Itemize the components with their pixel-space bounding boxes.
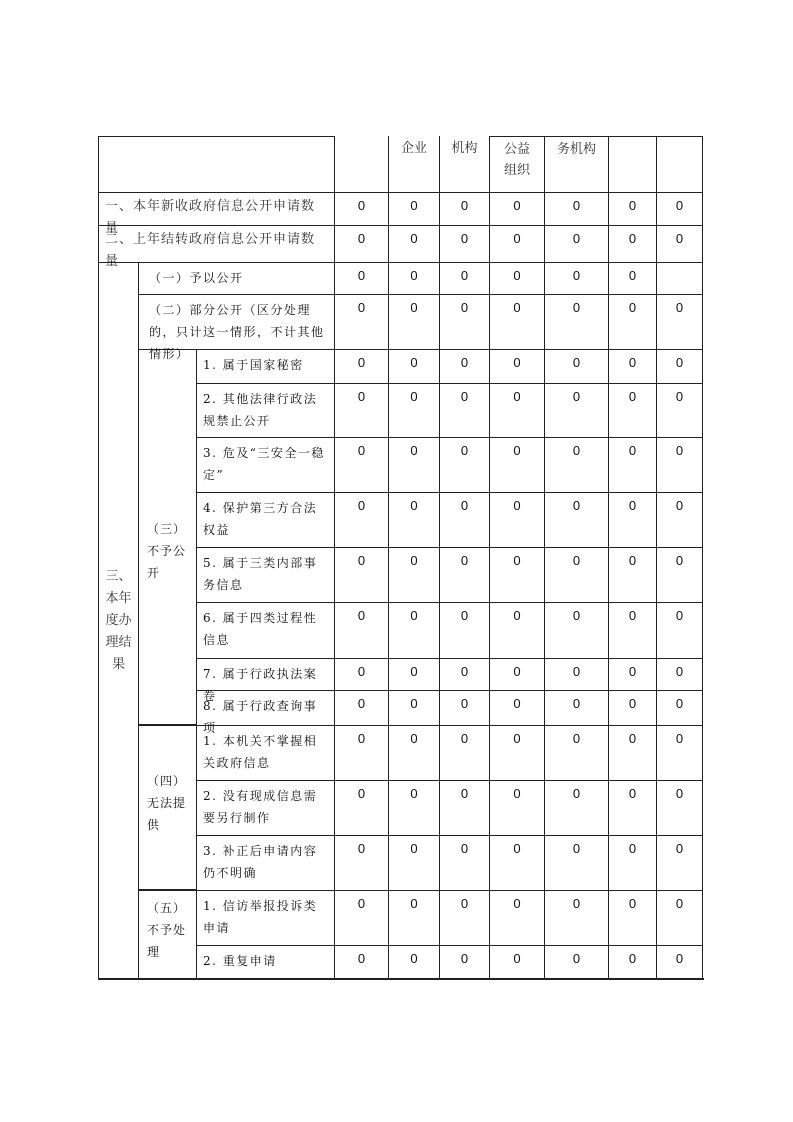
item-value: 0 (609, 945, 657, 979)
sub-row-label: （二）部分公开（区分处理的，只计这一情形，不计其他情形） (139, 294, 335, 349)
item-value: 0 (545, 383, 609, 437)
item-label: 3. 危及“三安全一稳定” (197, 437, 335, 492)
sub-row-value: 0 (440, 262, 490, 294)
item-value: 0 (490, 547, 545, 602)
item-value: 0 (490, 437, 545, 492)
item-value: 0 (490, 890, 545, 945)
item-value: 0 (490, 383, 545, 437)
item-value: 0 (440, 725, 490, 780)
row-value: 0 (657, 192, 703, 225)
row-value: 0 (609, 192, 657, 225)
column-header (335, 136, 389, 192)
sub-row-value: 0 (389, 262, 440, 294)
item-value: 0 (440, 658, 490, 690)
column-header (657, 136, 703, 192)
item-value: 0 (609, 547, 657, 602)
item-label: 2. 重复申请 (197, 945, 335, 979)
item-value: 0 (545, 492, 609, 547)
item-value: 0 (657, 945, 703, 979)
column-header: 公益 组织 (490, 136, 545, 192)
item-value: 0 (335, 492, 389, 547)
item-value: 0 (389, 780, 440, 835)
item-value: 0 (389, 725, 440, 780)
item-value: 0 (657, 349, 703, 383)
item-value: 0 (609, 725, 657, 780)
item-value: 0 (440, 780, 490, 835)
item-value: 0 (490, 658, 545, 690)
sub-row-value: 0 (335, 262, 389, 294)
item-value: 0 (335, 890, 389, 945)
sub-row-value: 0 (490, 262, 545, 294)
sub-row-value: 0 (440, 294, 490, 349)
item-value: 0 (657, 383, 703, 437)
item-value: 0 (440, 602, 490, 658)
item-value: 0 (609, 835, 657, 890)
item-value: 0 (545, 349, 609, 383)
item-value: 0 (657, 835, 703, 890)
item-value: 0 (609, 349, 657, 383)
item-value: 0 (490, 349, 545, 383)
section-label-results: 三、 本年 度办 理结 果 (98, 262, 139, 979)
item-value: 0 (335, 547, 389, 602)
item-value: 0 (657, 725, 703, 780)
row-value: 0 (389, 225, 440, 262)
item-value: 0 (609, 492, 657, 547)
group-label: （四） 无法提 供 (139, 725, 197, 890)
item-value: 0 (335, 437, 389, 492)
item-value: 0 (335, 945, 389, 979)
item-value: 0 (389, 492, 440, 547)
item-value: 0 (545, 658, 609, 690)
item-value: 0 (335, 690, 389, 725)
item-value: 0 (490, 780, 545, 835)
row-value: 0 (335, 225, 389, 262)
sub-row-value: 0 (545, 262, 609, 294)
item-label: 7. 属于行政执法案卷 (197, 658, 335, 690)
item-value: 0 (389, 437, 440, 492)
item-value: 0 (440, 890, 490, 945)
table-bottom-border (98, 978, 704, 980)
item-value: 0 (389, 945, 440, 979)
group-label: （三） 不予公 开 (139, 349, 197, 725)
item-value: 0 (389, 383, 440, 437)
item-value: 0 (545, 945, 609, 979)
item-value: 0 (490, 690, 545, 725)
sub-row-value: 0 (657, 294, 703, 349)
row-value: 0 (545, 225, 609, 262)
item-value: 0 (389, 658, 440, 690)
item-value: 0 (335, 725, 389, 780)
item-value: 0 (335, 602, 389, 658)
item-value: 0 (440, 349, 490, 383)
row-label: 二、上年结转政府信息公开申请数量 (98, 225, 335, 262)
group-label: （五） 不予处 理 (139, 890, 197, 979)
row-value: 0 (609, 225, 657, 262)
item-label: 6. 属于四类过程性信息 (197, 602, 335, 658)
item-value: 0 (545, 725, 609, 780)
sub-row-label: （一）予以公开 (139, 262, 335, 294)
item-value: 0 (335, 383, 389, 437)
column-header: 企业 (389, 136, 440, 192)
sub-row-value: 0 (545, 294, 609, 349)
item-value: 0 (440, 690, 490, 725)
sub-row-value: 0 (609, 262, 657, 294)
item-value: 0 (440, 945, 490, 979)
sub-row-value: 0 (389, 294, 440, 349)
sub-row-value: 0 (490, 294, 545, 349)
sub-row-value (657, 262, 703, 294)
item-value: 0 (490, 945, 545, 979)
item-value: 0 (389, 349, 440, 383)
item-value: 0 (389, 602, 440, 658)
item-value: 0 (609, 602, 657, 658)
item-label: 3. 补正后申请内容仍不明确 (197, 835, 335, 890)
item-label: 1. 信访举报投诉类申请 (197, 890, 335, 945)
row-value: 0 (657, 225, 703, 262)
row-label: 一、本年新收政府信息公开申请数量 (98, 192, 335, 225)
row-value: 0 (440, 225, 490, 262)
item-value: 0 (545, 602, 609, 658)
item-value: 0 (657, 690, 703, 725)
item-value: 0 (335, 835, 389, 890)
column-header (609, 136, 657, 192)
item-label: 1. 属于国家秘密 (197, 349, 335, 383)
column-header: 务机构 (545, 136, 609, 192)
item-value: 0 (490, 492, 545, 547)
row-value: 0 (545, 192, 609, 225)
item-value: 0 (545, 780, 609, 835)
row-value: 0 (389, 192, 440, 225)
item-value: 0 (389, 690, 440, 725)
item-value: 0 (657, 437, 703, 492)
item-value: 0 (609, 658, 657, 690)
row-value: 0 (490, 192, 545, 225)
row-value: 0 (490, 225, 545, 262)
item-label: 8. 属于行政查询事项 (197, 690, 335, 725)
item-value: 0 (657, 890, 703, 945)
item-value: 0 (490, 835, 545, 890)
item-value: 0 (335, 349, 389, 383)
item-value: 0 (440, 437, 490, 492)
item-value: 0 (440, 547, 490, 602)
item-value: 0 (389, 547, 440, 602)
item-value: 0 (440, 492, 490, 547)
item-value: 0 (657, 658, 703, 690)
item-value: 0 (389, 890, 440, 945)
sub-row-value: 0 (335, 294, 389, 349)
item-value: 0 (657, 547, 703, 602)
item-value: 0 (657, 492, 703, 547)
item-value: 0 (389, 835, 440, 890)
item-value: 0 (657, 780, 703, 835)
item-label: 2. 没有现成信息需要另行制作 (197, 780, 335, 835)
column-header: 机构 (440, 136, 490, 192)
item-value: 0 (545, 437, 609, 492)
item-value: 0 (335, 658, 389, 690)
item-value: 0 (440, 835, 490, 890)
item-value: 0 (545, 835, 609, 890)
item-label: 2. 其他法律行政法规禁止公开 (197, 383, 335, 437)
item-value: 0 (609, 780, 657, 835)
item-value: 0 (609, 690, 657, 725)
item-label: 5. 属于三类内部事务信息 (197, 547, 335, 602)
row-value: 0 (335, 192, 389, 225)
item-label: 1. 本机关不掌握相关政府信息 (197, 725, 335, 780)
item-value: 0 (490, 725, 545, 780)
item-value: 0 (440, 383, 490, 437)
sub-row-value: 0 (609, 294, 657, 349)
item-value: 0 (335, 780, 389, 835)
item-label: 4. 保护第三方合法权益 (197, 492, 335, 547)
item-value: 0 (490, 602, 545, 658)
item-value: 0 (609, 383, 657, 437)
item-value: 0 (609, 437, 657, 492)
item-value: 0 (545, 690, 609, 725)
item-value: 0 (545, 547, 609, 602)
item-value: 0 (609, 890, 657, 945)
header-corner-cell (98, 136, 335, 192)
item-value: 0 (657, 602, 703, 658)
item-value: 0 (545, 890, 609, 945)
row-value: 0 (440, 192, 490, 225)
